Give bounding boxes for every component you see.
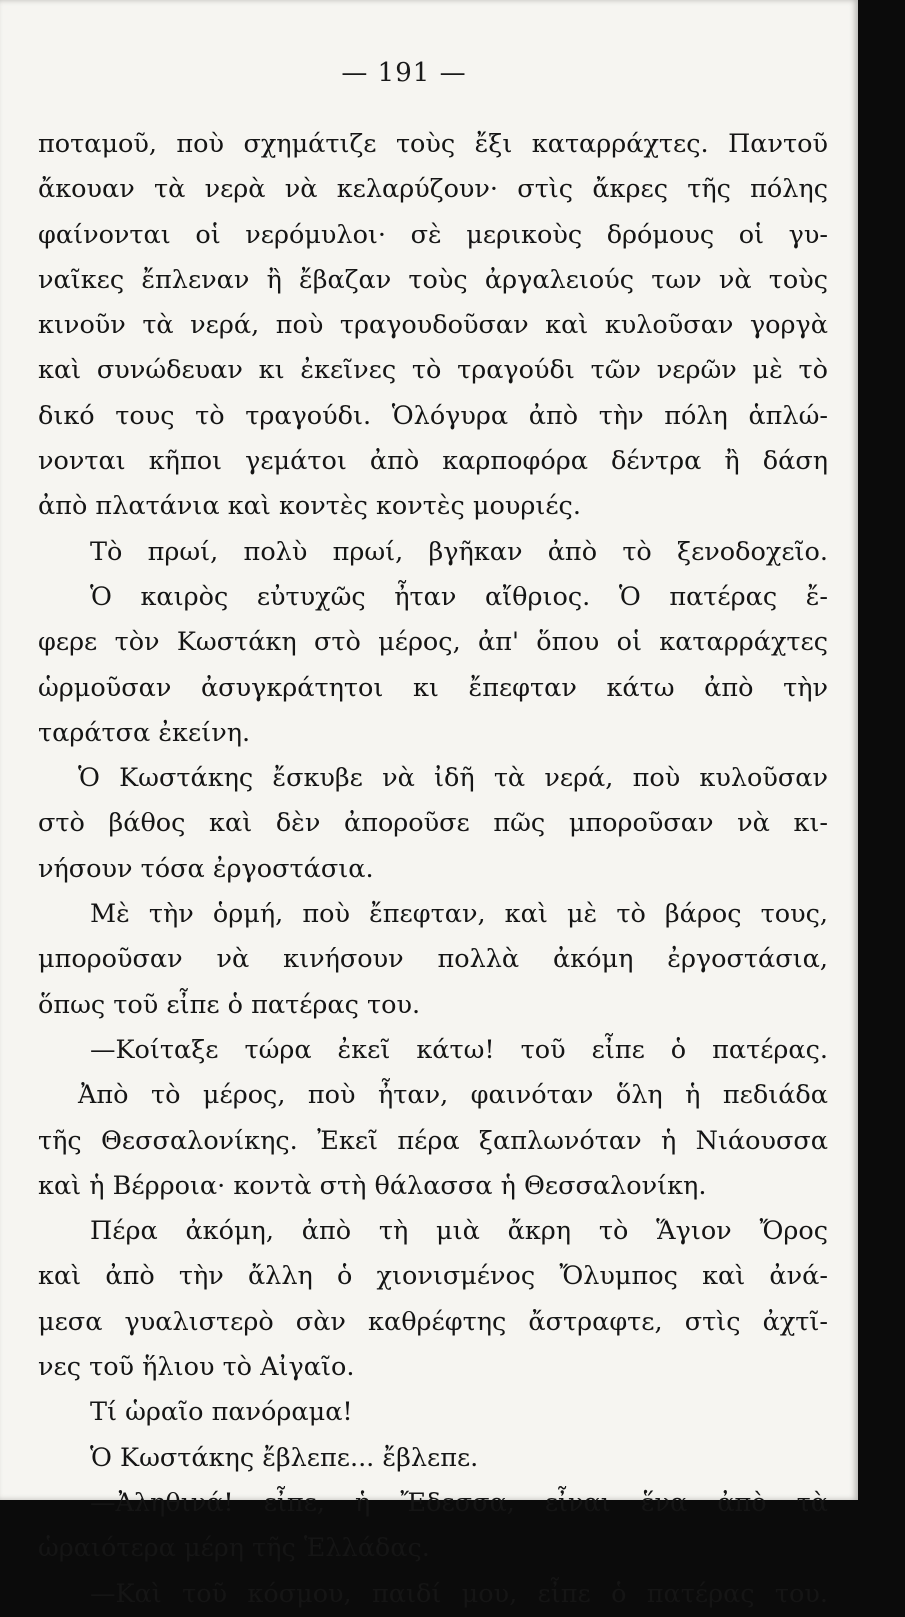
text-line: Ὁ Κωστάκης ἔσκυβε νὰ ἰδῆ τὰ νερά, ποὺ κυλοῦσαν — [78, 763, 828, 794]
text-line: ὅπως τοῦ εἶπε ὁ πατέρας του. — [38, 989, 421, 1020]
text-line: —Καὶ τοῦ κόσμου, παιδί μου, εἶπε ὁ πατέρας του. — [90, 1578, 828, 1609]
text-line: καὶ ἀπὸ τὴν ἄλλη ὁ χιονισμένος Ὄλυμπος καὶ ἀνά- — [38, 1261, 828, 1292]
text-line: ποταμοῦ, ποὺ σχημάτιζε τοὺς ἔξι καταρράχτες. Παντοῦ — [38, 129, 828, 159]
text-line: ὡραιότερα μέρη τῆς Ἑλλάδας. — [38, 1533, 430, 1564]
text-line: Τὸ πρωί, πολὺ πρωί, βγῆκαν ἀπὸ τὸ ξενοδοχεῖο. — [90, 536, 828, 567]
text-line: καὶ ἡ Βέρροια· κοντὰ στὴ θάλασσα ἡ Θεσσαλονίκη. — [38, 1170, 707, 1201]
text-line: —Κοίταξε τώρα ἐκεῖ κάτω! τοῦ εἶπε ὁ πατέρας. — [90, 1034, 828, 1065]
text-line: στὸ βάθος καὶ δὲν ἀποροῦσε πῶς μποροῦσαν νὰ κι- — [38, 808, 828, 839]
page-number: — 191 — — [341, 58, 467, 88]
text-line: ταράτσα ἐκείνη. — [38, 717, 251, 748]
text-line: ἄκουαν τὰ νερὰ νὰ κελαρύζουν· στὶς ἄκρες τῆς πόλης — [38, 174, 828, 205]
text-line: Πέρα ἀκόμη, ἀπὸ τὴ μιὰ ἄκρη τὸ Ἅγιον Ὄρος — [90, 1216, 828, 1247]
text-line: νήσουν τόσα ἐργοστάσια. — [38, 853, 374, 884]
text-line: Τί ὡραῖο πανόραμα! — [90, 1397, 353, 1428]
text-line: Ὁ Κωστάκης ἔβλεπε... ἔβλεπε. — [90, 1442, 479, 1473]
text-line: ναῖκες ἔπλεναν ἢ ἔβαζαν τοὺς ἀργαλειούς των νὰ τοὺς — [38, 264, 828, 295]
text-line: ὡρμοῦσαν ἀσυγκράτητοι κι ἔπεφταν κάτω ἀπὸ τὴν — [38, 672, 828, 703]
text-line: —Ἀληθινά! εἶπε, ἡ Ἔδεσσα, εἶναι ἕνα ἀπὸ τὰ — [90, 1487, 828, 1518]
text-line: φερε τὸν Κωστάκη στὸ μέρος, ἀπ' ὅπου οἱ καταρράχτες — [38, 627, 828, 658]
page-text — [38, 122, 828, 1617]
text-line: τῆς Θεσσαλονίκης. Ἐκεῖ πέρα ξαπλωνόταν ἡ Νιάουσσα — [38, 1125, 828, 1156]
text-line: μεσα γυαλιστερὸ σὰν καθρέφτης ἄστραφτε, στὶς ἀχτῖ- — [38, 1306, 828, 1337]
text-line: Μὲ τὴν ὁρμή, ποὺ ἔπεφταν, καὶ μὲ τὸ βάρος τους, — [90, 899, 828, 930]
text-line: ἀπὸ πλατάνια καὶ κοντὲς κοντὲς μουριές. — [38, 491, 581, 522]
text-line: κινοῦν τὰ νερά, ποὺ τραγουδοῦσαν καὶ κυλοῦσαν γοργὰ — [38, 310, 828, 341]
text-line: Ὁ καιρὸς εὐτυχῶς ἦταν αἴθριος. Ὁ πατέρας ἔ- — [90, 581, 828, 612]
text-line: νες τοῦ ἥλιου τὸ Αἰγαῖο. — [38, 1352, 355, 1383]
text-line: μποροῦσαν νὰ κινήσουν πολλὰ ἀκόμη ἐργοστάσια, — [38, 944, 828, 975]
text-line: Ἀπὸ τὸ μέρος, ποὺ ἦταν, φαινόταν ὅλη ἡ πεδιάδα — [78, 1080, 828, 1111]
text-line: δικό τους τὸ τραγούδι. Ὁλόγυρα ἀπὸ τὴν πόλη ἁπλώ- — [38, 400, 828, 431]
text-line: νονται κῆποι γεμάτοι ἀπὸ καρποφόρα δέντρα ἢ δάση — [38, 446, 828, 477]
text-line: καὶ συνώδευαν κι ἐκεῖνες τὸ τραγούδι τῶν νερῶν μὲ τὸ — [38, 355, 828, 386]
text-line: φαίνονται οἱ νερόμυλοι· σὲ μερικοὺς δρόμους οἱ γυ- — [38, 219, 828, 250]
